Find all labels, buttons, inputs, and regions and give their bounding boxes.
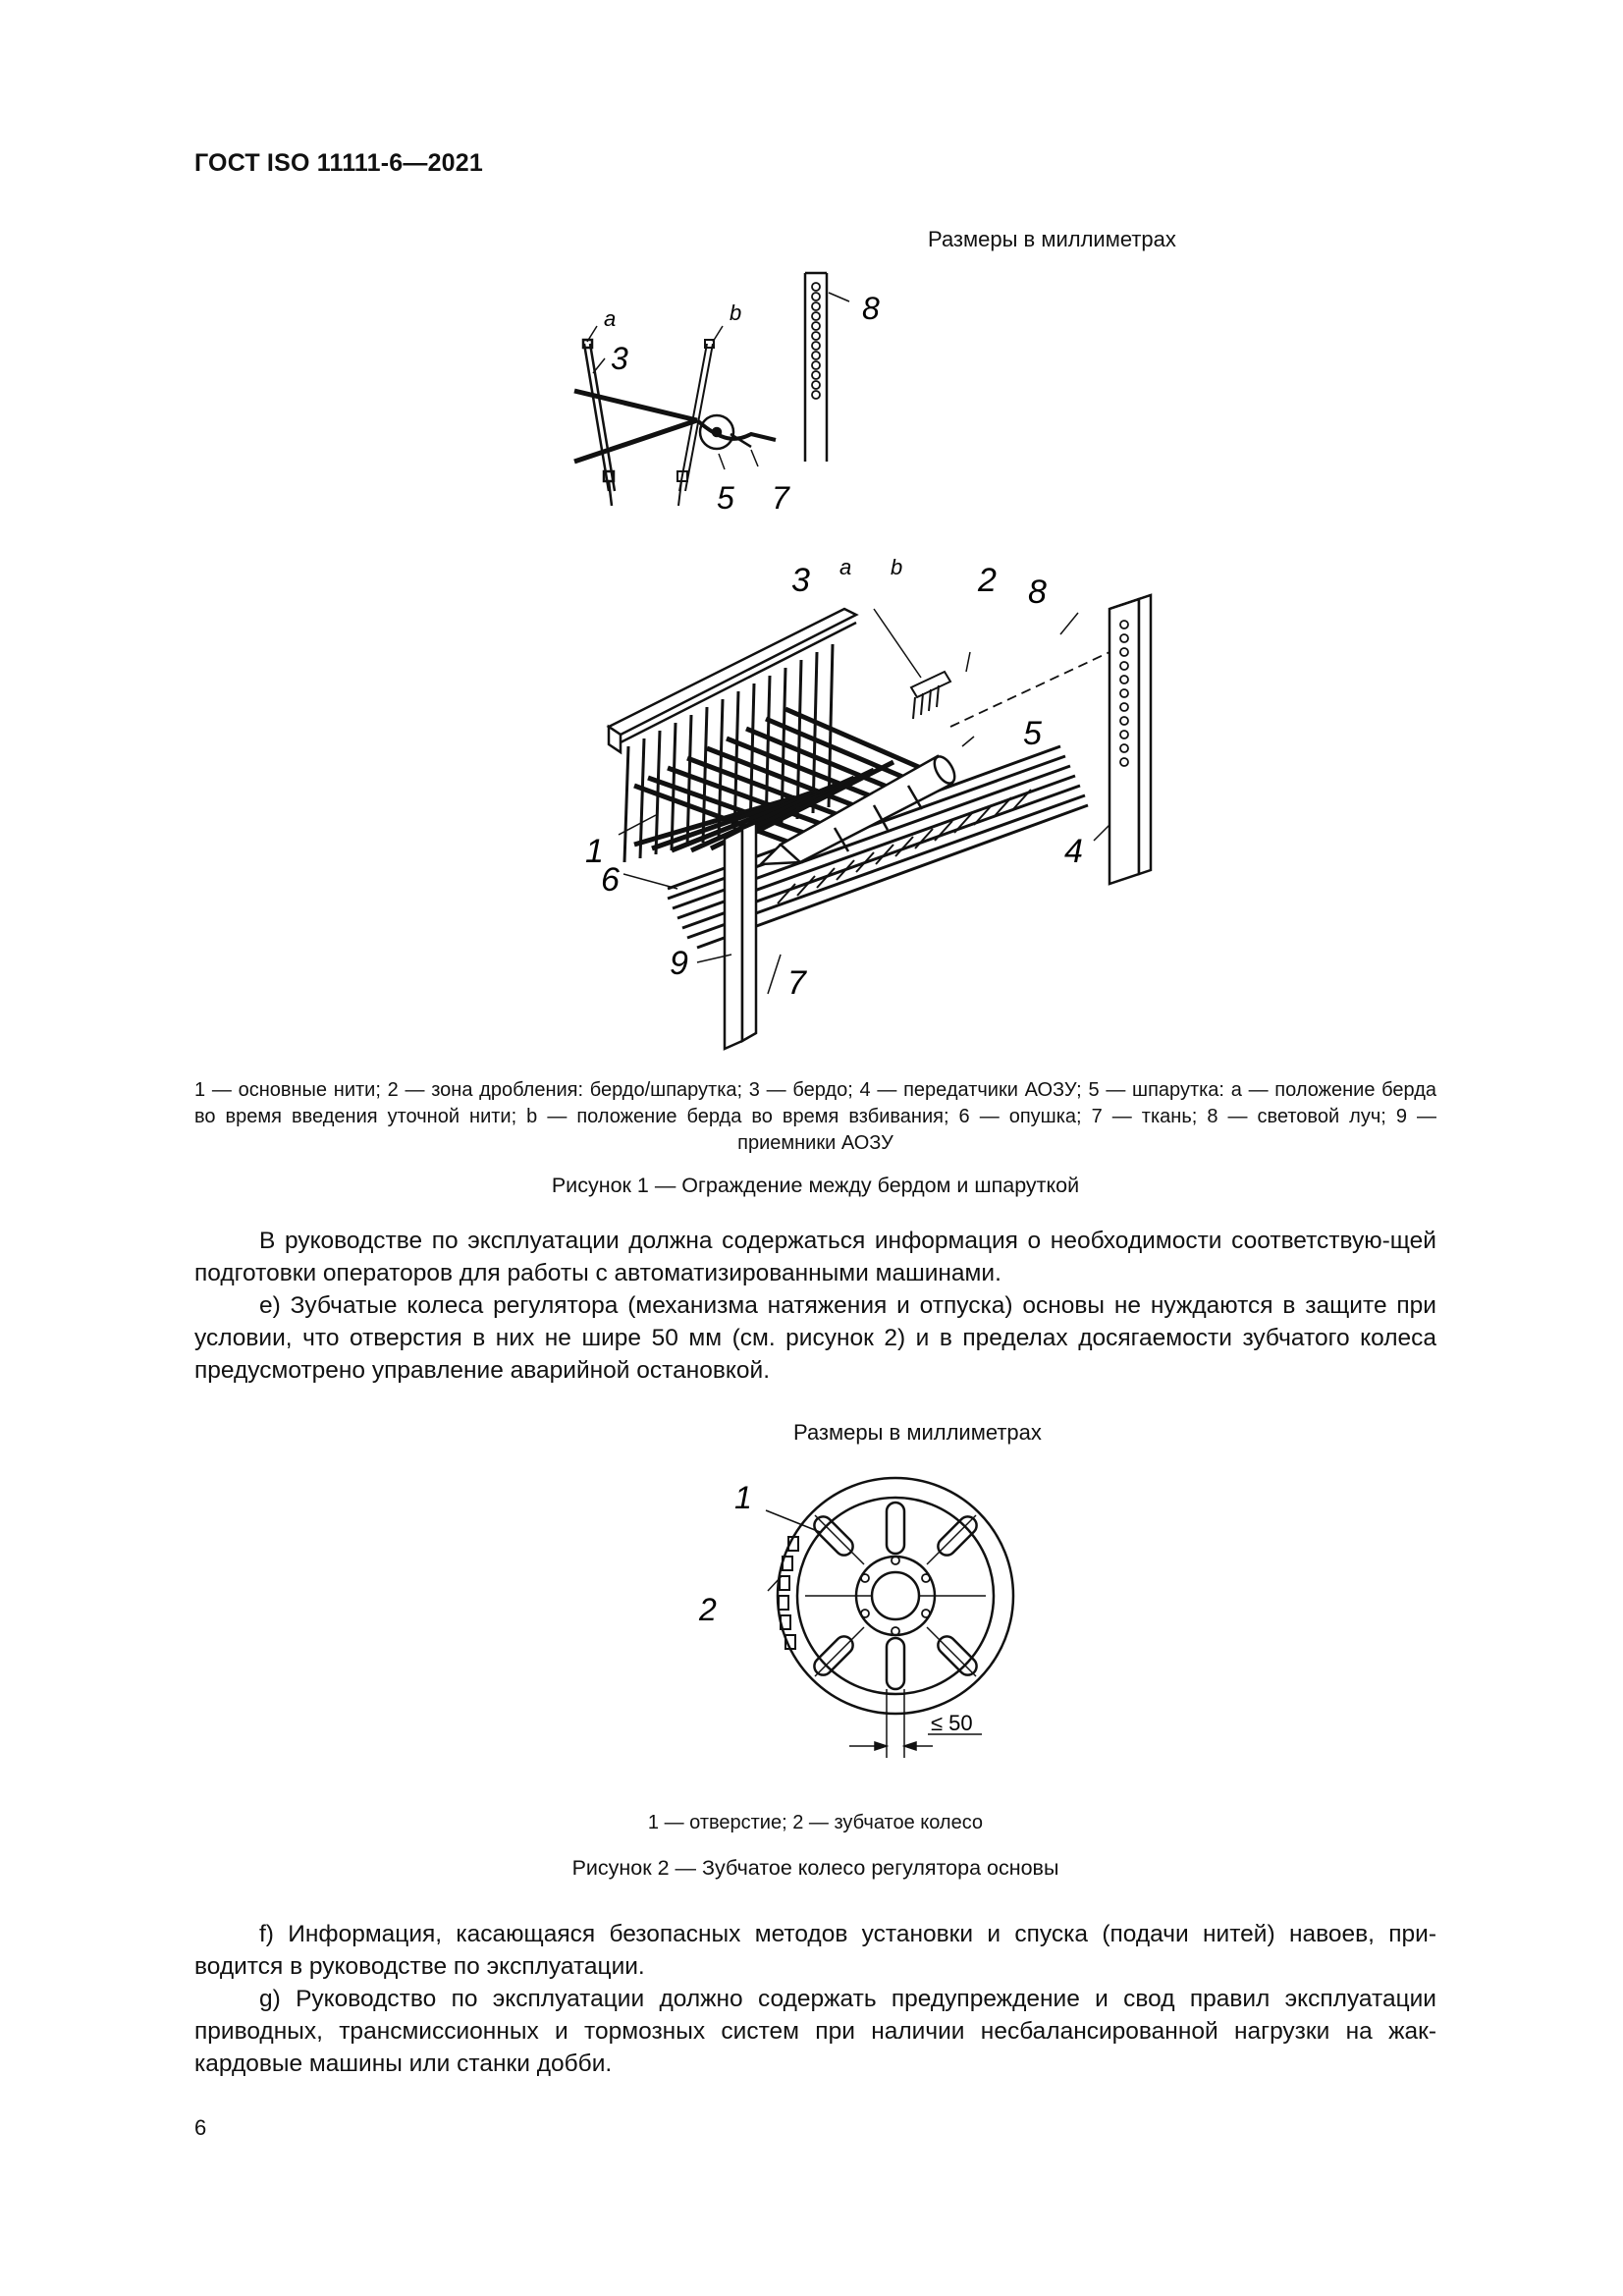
light-barrier-column: [805, 273, 827, 462]
figure1-label-5: 5: [1023, 715, 1042, 752]
page-number: 6: [194, 2115, 207, 2140]
figure1-label-2: 2: [978, 562, 997, 599]
temple-roller: [700, 415, 751, 449]
figure1-label-9: 9: [670, 945, 688, 982]
document-header: ГОСТ ISO 11111-6—2021: [194, 149, 483, 177]
figure1-label-7: 7: [787, 964, 806, 1002]
gear-hub: [872, 1572, 919, 1619]
figure1-perspective-view: [550, 550, 1159, 1061]
paragraph-group-1: [194, 1225, 1436, 1387]
figure1-label-1: 1: [585, 833, 604, 870]
figure1-top-label-7: 7: [772, 480, 789, 516]
reed-bar: [609, 609, 856, 752]
figure1-label-8: 8: [1028, 574, 1047, 611]
figure1-label-b: b: [891, 555, 903, 579]
figure2-gear-wheel: [687, 1473, 1041, 1768]
figure1-label-3: 3: [791, 562, 810, 599]
figure2-dimension-label: ≤ 50: [931, 1711, 973, 1735]
figure1-legend: 1 — основные нити; 2 — зона дробления: бердо/шпарутка; 3 — бердо; 4 — передатчики АОЗУ; 5 — шпарутка: a — положение берда во время введения уточной нити; b — положение берда во время взбивания; 6 — опушка; 7 — ткань; 8 — световой луч; 9 — приемники АОЗУ: [194, 1079, 1436, 1154]
figure2-dimensions-note: Размеры в миллиметрах: [793, 1420, 1042, 1445]
figure1-top-label-5: 5: [717, 480, 734, 516]
paragraph-item-e: e) Зубчатые колеса регулятора (механизма натяжения и отпуска) основы не нуждаются в защите при условии, что отверстия в них не шире 50 мм (см. рисунок 2) и в пределах досягаемости зубчатого колеса предусмотрено управление аварийной остановкой.: [194, 1292, 1436, 1384]
figure1-dimensions-note: Размеры в миллиметрах: [928, 227, 1176, 251]
figure1-top-label-b: b: [730, 301, 742, 325]
figure1-label-6: 6: [601, 861, 620, 899]
figure2-label-2: 2: [699, 1592, 717, 1627]
figure1-label-4: 4: [1064, 833, 1083, 870]
figure1-top-label-8: 8: [862, 291, 880, 326]
figure1-label-a: a: [839, 555, 852, 579]
figure1-schematic: [550, 265, 943, 520]
figure2-label-1: 1: [734, 1480, 752, 1515]
figure1-top-label-3: 3: [611, 341, 628, 376]
paragraph-item-g: g) Руководство по эксплуатации должно содержать предупреждение и свод правил эксплуатации приводных, трансмиссионных и тормозных систем при наличии несбалансированной нагрузки на жак-кардовые машины или станки добби.: [194, 1986, 1436, 2077]
receiver-column: [725, 823, 756, 1049]
transmitter-column: [1109, 595, 1151, 884]
paragraph-item-f: f) Информация, касающаяся безопасных методов установки и спуска (подачи нитей) навоев, при-водится в руководстве по эксплуатации.: [194, 1921, 1436, 1980]
figure2-legend: 1 — отверстие; 2 — зубчатое колесо: [647, 1812, 984, 1833]
paragraph: В руководстве по эксплуатации должна содержаться информация о необходимости соответствую-щей подготовки операторов для работы с автоматизированными машинами.: [194, 1228, 1436, 1286]
paragraph-group-2: [194, 1918, 1436, 2080]
figure1-top-label-a: a: [604, 306, 617, 331]
figure1-title: Рисунок 1 — Ограждение между бердом и шпаруткой: [551, 1174, 1080, 1197]
figure2-title: Рисунок 2 — Зубчатое колесо регулятора основы: [571, 1856, 1059, 1880]
